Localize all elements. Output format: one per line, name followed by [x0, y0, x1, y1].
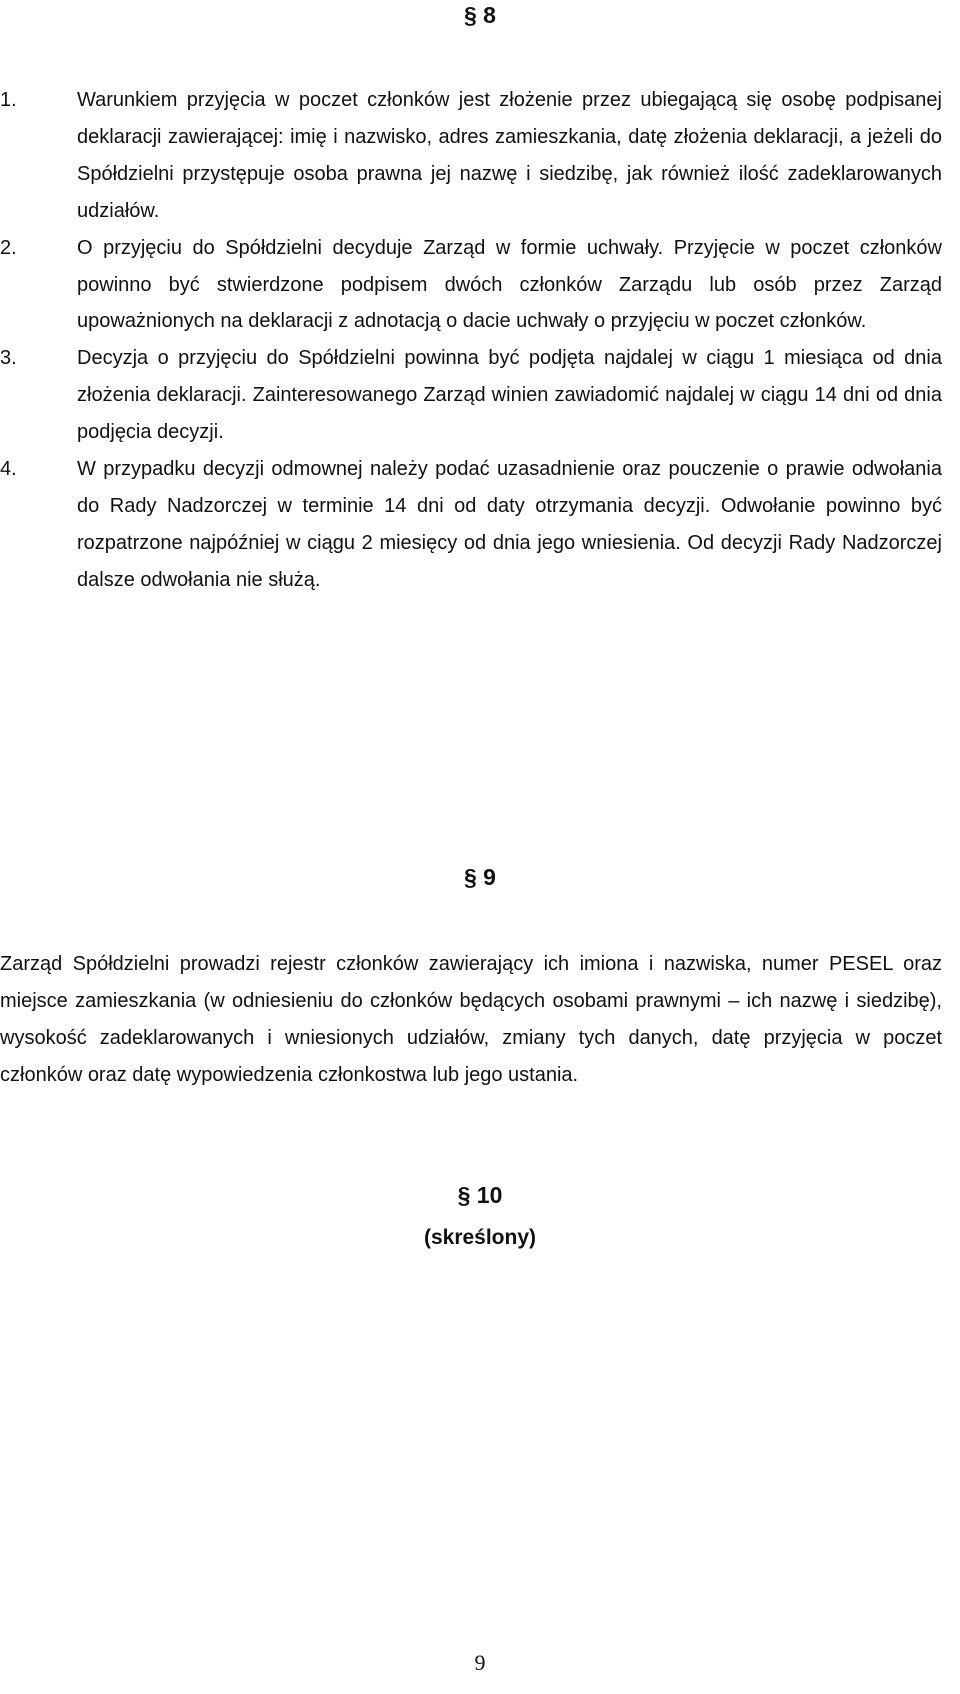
item-text: W przypadku decyzji odmownej należy podać uzasadnienie oraz pouczenie o prawie odwołania do Rady Nadzorczej w terminie 14 dni od daty otrzymania decyzji. Odwołanie powinno być rozpatrzone najpóźniej w ciągu 2 miesięcy od dnia jego wniesienia. Od decyzji Rady Nadzorczej dalsze odwołania nie służą. [77, 458, 942, 591]
item-number: 3. [0, 347, 17, 370]
list-item [0, 451, 942, 599]
item-number: 2. [0, 236, 17, 259]
list-item [0, 230, 942, 341]
page-number: 9 [474, 1650, 486, 1675]
item-text: Decyzja o przyjęciu do Spółdzielni powinna być podjęta najdalej w ciągu 1 miesiąca od dnia złożenia deklaracji. Zainteresowanego Zarząd winien zawiadomić najdalej w ciągu 14 dni od dnia podjęcia decyzji. [77, 347, 942, 444]
item-text: O przyjęciu do Spółdzielni decyduje Zarząd w formie uchwały. Przyjęcie w poczet członków powinno być stwierdzone podpisem dwóch członków Zarządu lub osób przez Zarząd upoważnionych na deklaracji z adnotacją o dacie uchwały o przyjęciu w poczet członków. [77, 236, 942, 333]
section-8-heading: § 8 [464, 2, 496, 28]
list-item [0, 340, 942, 451]
section-10-heading: § 10 [457, 1182, 503, 1208]
item-number: 1. [0, 89, 17, 111]
section-10-note: (skreślony) [423, 1226, 537, 1249]
item-number: 4. [0, 458, 17, 481]
list-item [0, 82, 942, 230]
section-8-list [0, 82, 942, 599]
item-text: Warunkiem przyjęcia w poczet członków jest złożenie przez ubiegającą się osobę podpisanej deklaracji zawierającej: imię i nazwisko, adres zamieszkania, datę złożenia deklaracji, a jeżeli do Spółdzielni przystępuje osoba prawna jej nazwę i siedzibę, jak również ilość zadeklarowanych udziałów. [77, 89, 942, 222]
section-9-paragraph: Zarząd Spółdzielni prowadzi rejestr członków zawierający ich imiona i nazwiska, numer PESEL oraz miejsce zamieszkania (w odniesieniu do członków będących osobami prawnymi – ich nazwę i siedzibę), wysokość zadeklarowanych i wniesionych udziałów, zmiany tych danych, datę przyjęcia w poczet członków oraz datę wypowiedzenia członkostwa lub jego ustania. [0, 953, 942, 1086]
section-9-heading: § 9 [464, 864, 496, 890]
